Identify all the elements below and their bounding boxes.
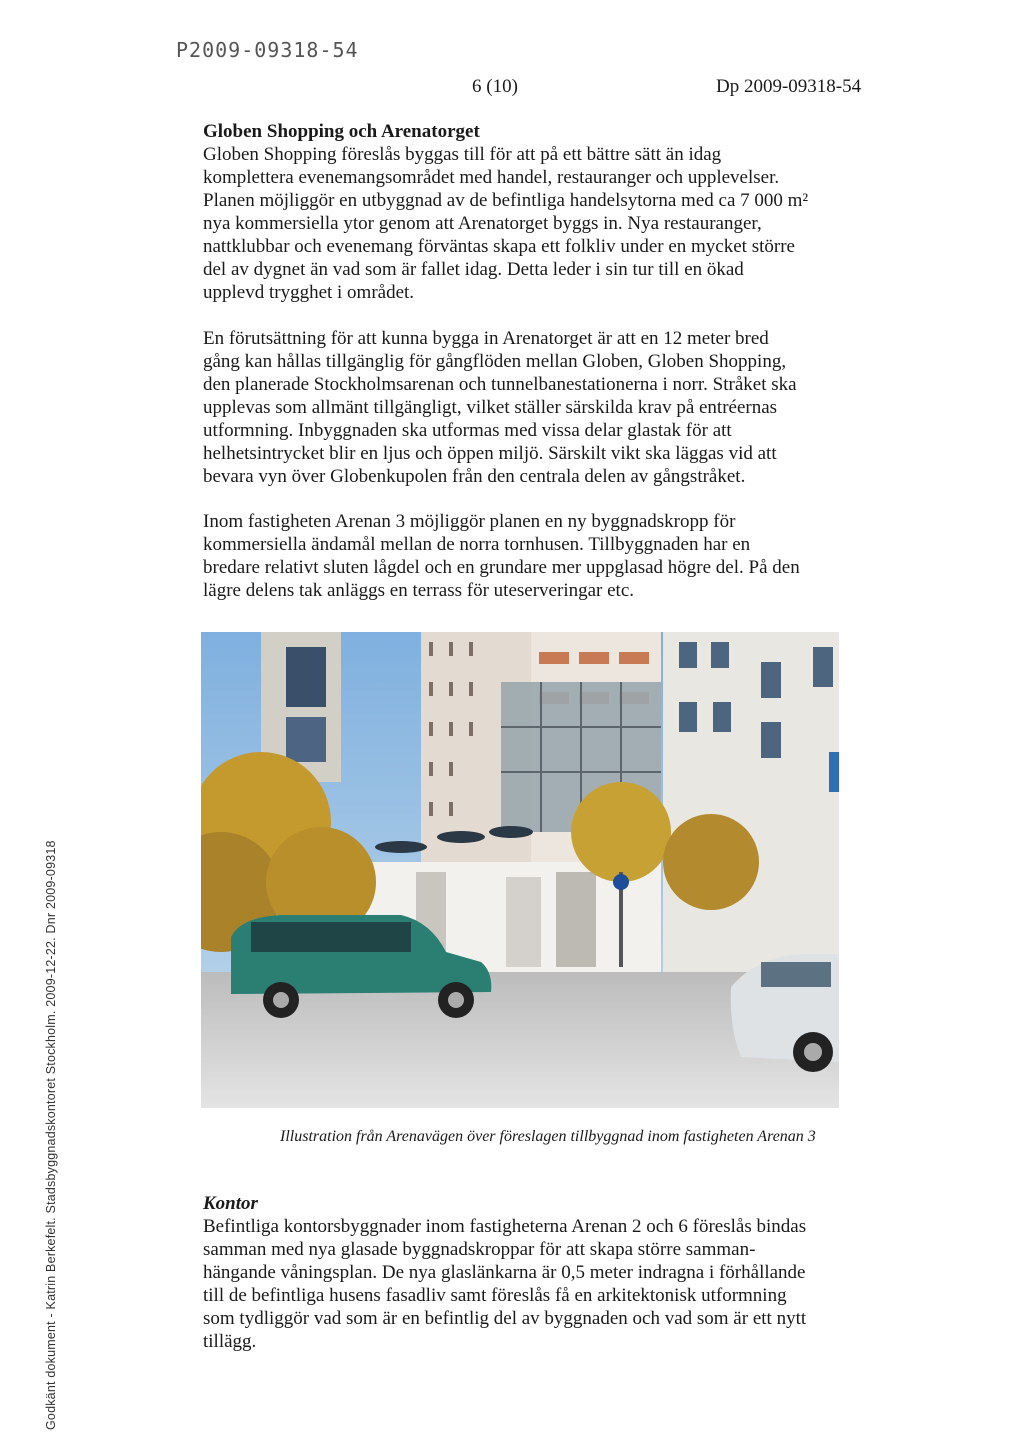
section-kontor — [203, 1192, 843, 1353]
page-number: 6 (10) — [472, 76, 518, 97]
paragraph-line: upplevas som allmänt tillgängligt, vilket ställer särskilda krav på entréernas — [203, 397, 778, 418]
paragraph-line: som tydliggör vad som är en befintlig del av byggnaden och vad som är ett nytt — [203, 1308, 807, 1329]
paragraph-line: Befintliga kontorsbyggnader inom fastigheterna Arenan 2 och 6 föreslås bindas — [203, 1216, 807, 1237]
paragraph-line: helhetsintrycket blir en ljus och öppen miljö. Särskilt vikt ska läggas vid att — [203, 443, 777, 464]
paragraph-line: hängande våningsplan. De nya glaslänkarna är 0,5 meter indragna i förhållande — [203, 1262, 806, 1283]
section-heading: Kontor — [203, 1193, 258, 1214]
paragraph-line: bredare relativt sluten lågdel och en grundare mer uppglasad högre del. På den — [203, 557, 800, 578]
paragraph-line: kommersiella ändamål mellan de norra tornhusen. Tillbyggnaden har en — [203, 534, 751, 555]
paragraph-line: tillägg. — [203, 1331, 257, 1352]
section-heading: Globen Shopping och Arenatorget — [203, 121, 480, 142]
figure-caption: Illustration från Arenavägen över föreslagen tillbyggnad inom fastigheten Arenan 3 — [280, 1128, 816, 1145]
paragraph-line: Inom fastigheten Arenan 3 möjliggör planen en ny byggnadskropp för — [203, 511, 736, 532]
paragraph-line: del av dygnet än vad som är fallet idag. Detta leder i sin tur till en ökad — [203, 259, 744, 280]
section-arenatorget-conditions — [203, 327, 843, 488]
paragraph-line: En förutsättning för att kunna bygga in Arenatorget är att en 12 meter bred — [203, 328, 769, 349]
document-number: Dp 2009-09318-54 — [716, 76, 862, 97]
paragraph-line: den planerade Stockholmsarenan och tunnelbanestationerna i norr. Stråket ska — [203, 374, 797, 395]
paragraph-line: lägre delens tak anläggs en terrass för uteserveringar etc. — [203, 580, 634, 601]
paragraph-line: komplettera evenemangsområdet med handel, restauranger och upplevelser. — [203, 167, 780, 188]
illustration-photo — [201, 632, 839, 1108]
paragraph-line: gång kan hållas tillgänglig för gångflöden mellan Globen, Globen Shopping, — [203, 351, 787, 372]
document-stamp: P2009-09318-54 — [176, 38, 359, 62]
paragraph-line: till de befintliga husens fasadliv samt föreslås få en arkitektonisk utformning — [203, 1285, 787, 1306]
paragraph-line: bevara vyn över Globenkupolen från den centrala delen av gångstråket. — [203, 466, 746, 487]
paragraph-line: samman med nya glasade byggnadskroppar för att skapa större samman- — [203, 1239, 756, 1260]
paragraph-line: Planen möjliggör en utbyggnad av de befintliga handelsytorna med ca 7 000 m² — [203, 190, 809, 211]
approval-side-note: Godkänt dokument - Katrin Berkefelt. Stadsbyggnadskontoret Stockholm. 2009-12-22. Dnr 2009-09318 — [44, 840, 58, 1430]
section-arenan-3 — [203, 510, 843, 602]
paragraph-line: upplevd trygghet i området. — [203, 282, 415, 303]
paragraph-line: utformning. Inbyggnaden ska utformas med vissa delar glastak för att — [203, 420, 732, 441]
section-globen-shopping — [203, 120, 843, 304]
paragraph-line: Globen Shopping föreslås byggas till för att på ett bättre sätt än idag — [203, 144, 722, 165]
paragraph-line: nya kommersiella ytor genom att Arenatorget byggs in. Nya restauranger, — [203, 213, 762, 234]
paragraph-line: nattklubbar och evenemang förväntas skapa ett folkliv under en mycket större — [203, 236, 795, 257]
